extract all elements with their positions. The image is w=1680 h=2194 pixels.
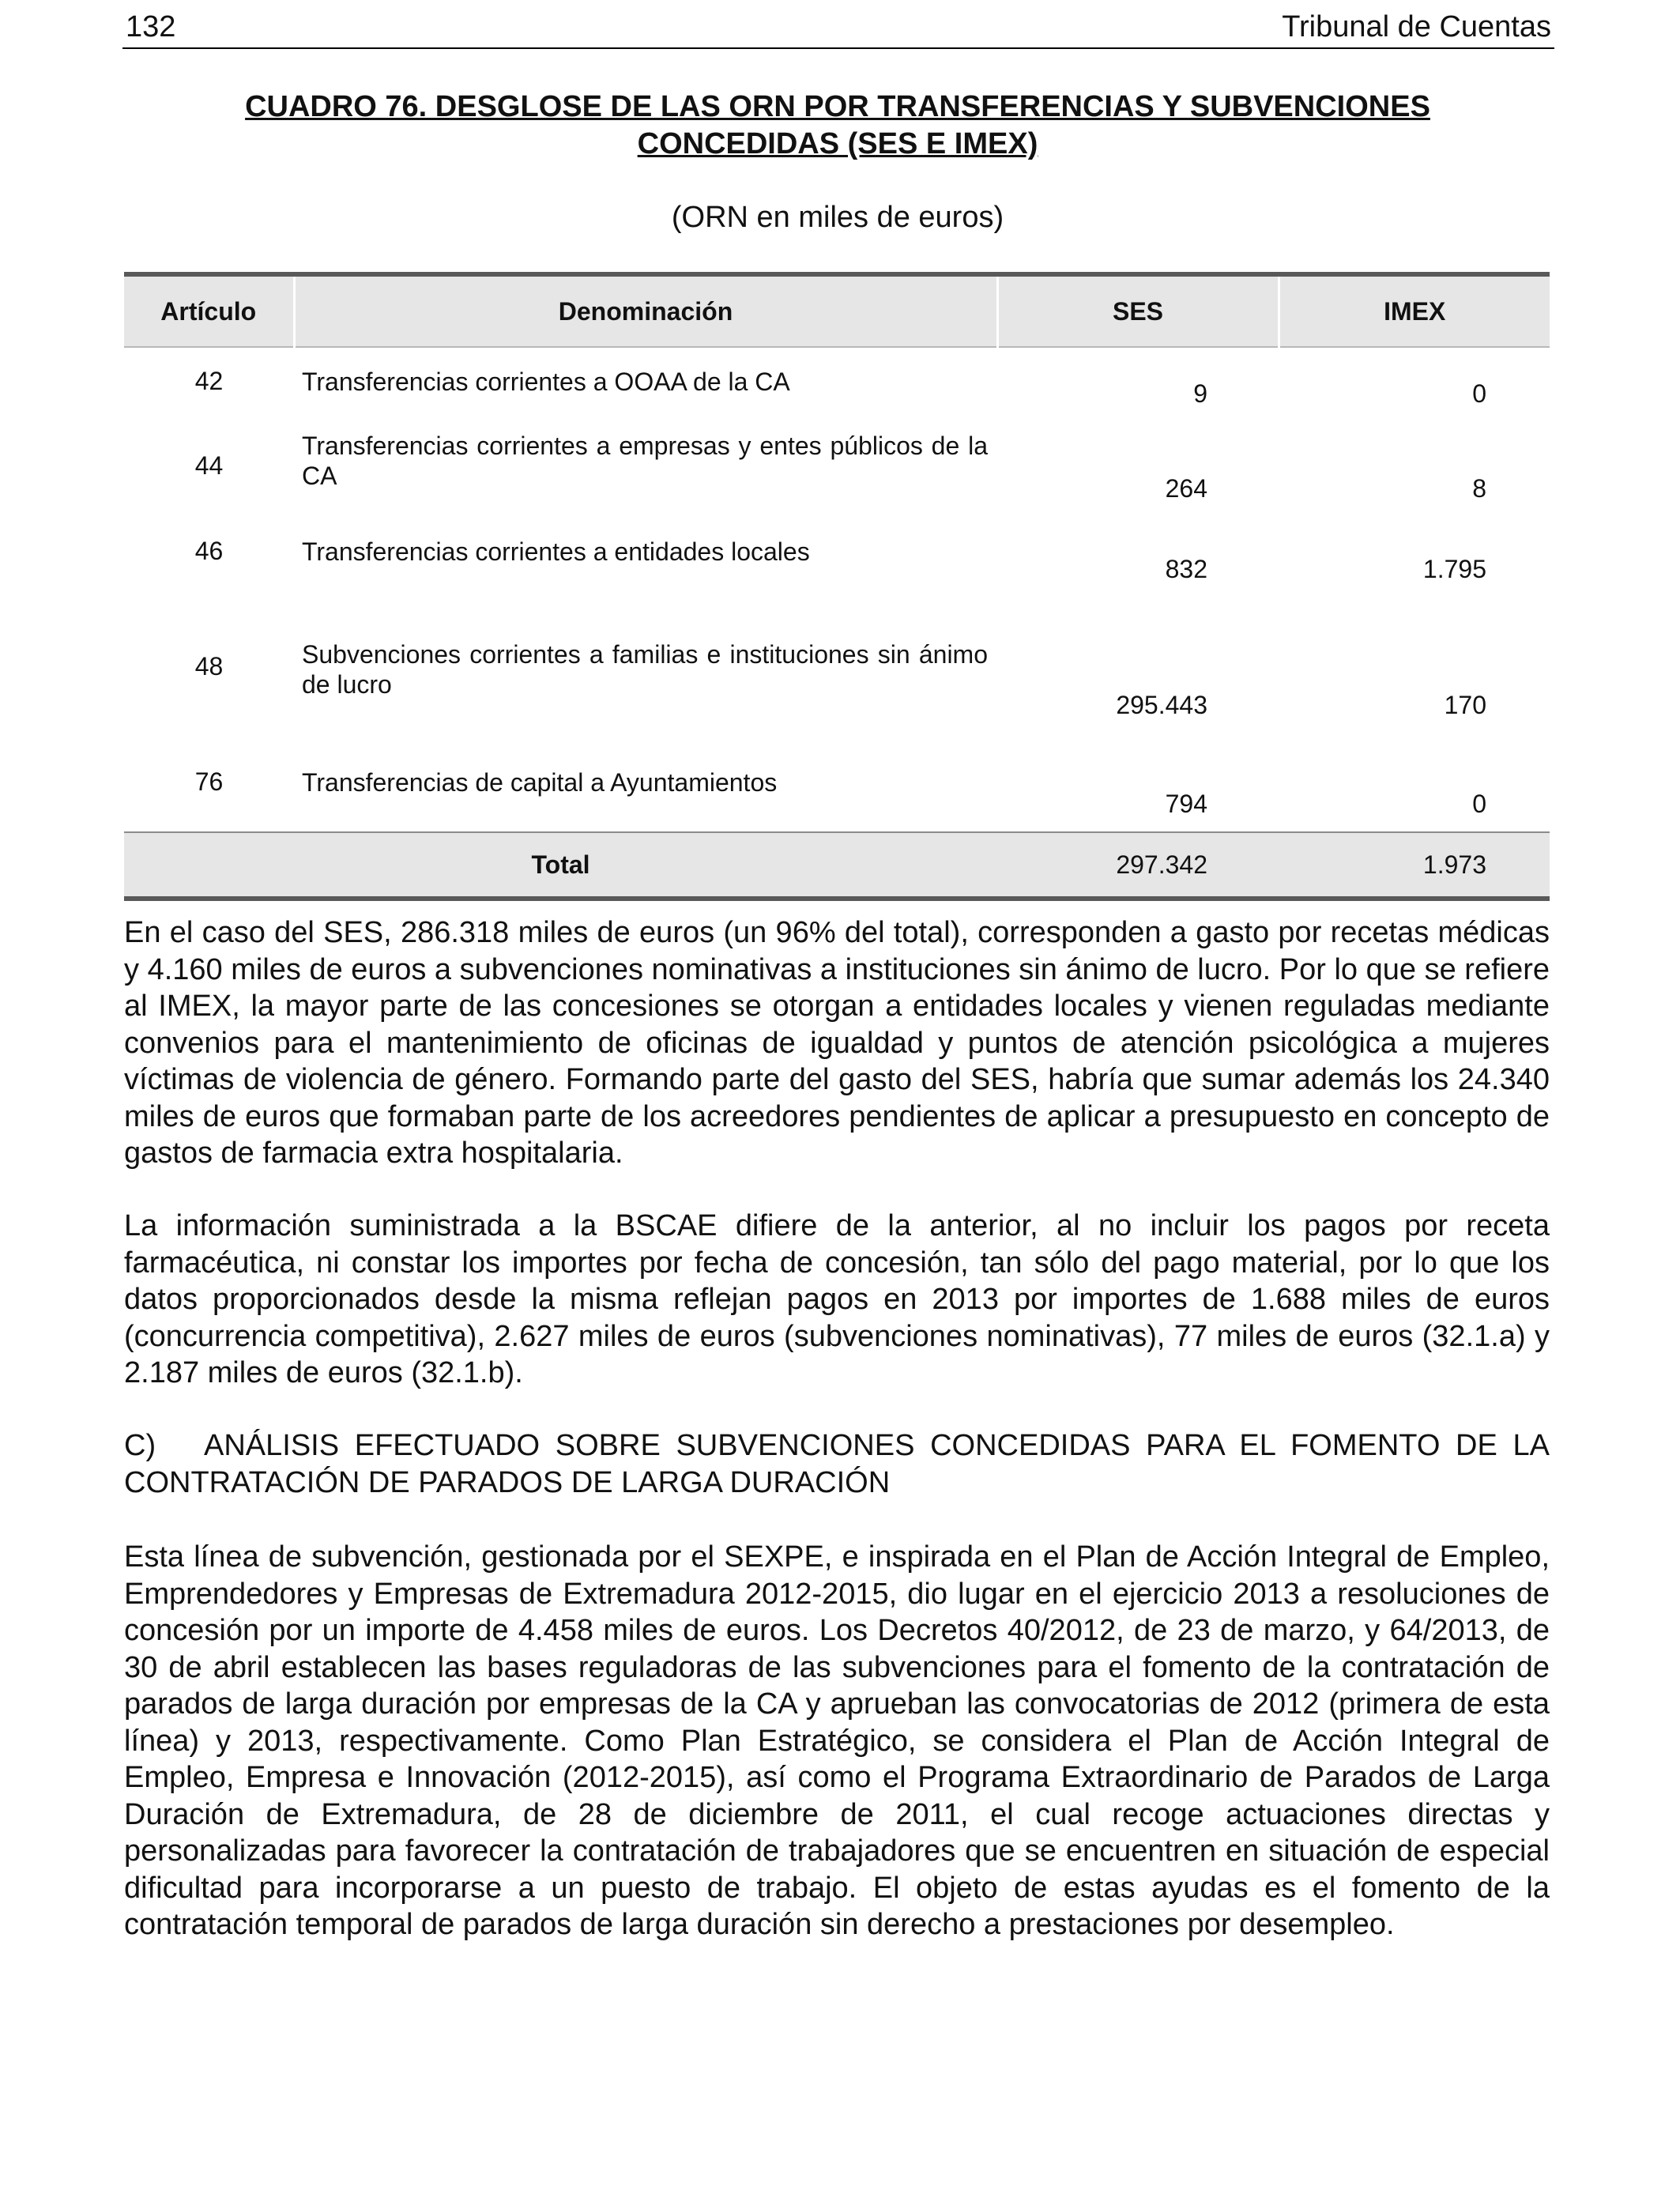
cell-ses: 264 <box>1165 474 1207 503</box>
cell-articulo: 42 <box>194 367 224 395</box>
column-header-ses: SES <box>997 274 1279 347</box>
section-title: ANÁLISIS EFECTUADO SOBRE SUBVENCIONES CONCEDIDAS PARA EL FOMENTO DE LA CONTRATACIÓN DE PARADOS DE LARGA DURACIÓN <box>124 1429 1550 1499</box>
cell-denominacion: Transferencias de capital a Ayuntamientos <box>302 768 778 797</box>
cell-imex: 0 <box>1472 790 1486 818</box>
cell-ses: 9 <box>1193 379 1207 408</box>
header-organization: Tribunal de Cuentas <box>1282 10 1551 43</box>
table-header-row <box>124 274 1550 347</box>
table-row <box>124 760 1550 832</box>
total-ses: 297.342 <box>1116 850 1207 879</box>
cell-ses: 295.443 <box>1116 691 1207 719</box>
cell-denominacion: Transferencias corrientes a OOAA de la CA <box>302 368 790 396</box>
table-row <box>124 521 1550 606</box>
cell-articulo: 48 <box>194 652 224 680</box>
cell-imex: 8 <box>1472 474 1486 503</box>
page-header <box>122 6 1554 49</box>
table-title-line1: CUADRO 76. DESGLOSE DE LAS ORN POR TRANSFERENCIAS Y SUBVENCIONES <box>245 90 1430 123</box>
cell-articulo: 44 <box>194 451 224 480</box>
column-header-denominacion: Denominación <box>294 274 997 347</box>
table-title-line2: CONCEDIDAS (SES E IMEX) <box>637 127 1038 160</box>
cell-articulo: 76 <box>194 767 224 796</box>
table-row <box>124 347 1550 423</box>
body-paragraph-1: En el caso del SES, 286.318 miles de euros (un 96% del total), corresponden a gasto por recetas médicas y 4.160 miles de euros a subvenciones nominativas a instituciones sin ánimo de lucro. Por lo que se refiere al IMEX, la mayor parte de las concesiones se otorgan a entidades locales y vienen reguladas mediante convenios para el mantenimiento de oficinas de igualdad y puntos de atención psicológica a mujeres víctimas de violencia de género. Formando parte del gasto del SES, habría que sumar además los 24.340 miles de euros que formaban parte de los acreedores pendientes de aplicar a presupuesto en concepto de gastos de farmacia extra hospitalaria. <box>124 916 1550 1170</box>
body-paragraph-3: Esta línea de subvención, gestionada por el SEXPE, e inspirada en el Plan de Acción Integral de Empleo, Emprendedores y Empresas de Extremadura 2012-2015, dio lugar en el ejercicio 2013 a resoluciones de concesión por un importe de 4.458 miles de euros. Los Decretos 40/2012, de 23 de marzo, y 64/2013, de 30 de abril establecen las bases reguladoras de las subvenciones para el fomento de la contratación de parados de larga duración por empresas de la CA y aprueban las convocatorias de 2012 (primera de esta línea) y 2013, respectivamente. Como Plan Estratégico, se considera el Plan de Acción Integral de Empleo, Empresa e Innovación (2012-2015), así como el Programa Extraordinario de Parados de Larga Duración de Extremadura, de 28 de diciembre de 2011, el cual recoge actuaciones directas y personalizadas para favorecer la contratación de trabajadores que se encuentren en situación de especial dificultad para incorporarse a un puesto de trabajo. El objeto de estas ayudas es el fomento de la contratación temporal de parados de larga duración sin derecho a prestaciones por desempleo. <box>124 1540 1550 1941</box>
cell-denominacion: Subvenciones corrientes a familias e instituciones sin ánimo de lucro <box>302 640 988 699</box>
table-row <box>124 423 1550 521</box>
cell-imex: 0 <box>1472 379 1486 408</box>
cell-ses: 832 <box>1165 555 1207 583</box>
total-imex: 1.973 <box>1422 850 1486 879</box>
column-header-articulo: Artículo <box>124 274 294 347</box>
table-total-row <box>124 832 1550 899</box>
section-letter: C) <box>124 1429 156 1462</box>
cell-ses: 794 <box>1165 790 1207 818</box>
total-label: Total <box>531 850 590 879</box>
table-row <box>124 606 1550 760</box>
section-heading <box>124 1427 1550 1501</box>
cell-denominacion: Transferencias corrientes a empresas y entes públicos de la CA <box>302 432 988 490</box>
column-header-imex: IMEX <box>1279 274 1550 347</box>
table-title <box>126 89 1549 163</box>
orn-breakdown-table <box>124 272 1550 901</box>
cell-imex: 170 <box>1444 691 1486 719</box>
cell-articulo: 46 <box>194 537 224 565</box>
cell-imex: 1.795 <box>1422 555 1486 583</box>
cell-denominacion: Transferencias corrientes a entidades locales <box>302 537 810 566</box>
body-paragraph-2: La información suministrada a la BSCAE difiere de la anterior, al no incluir los pagos por receta farmacéutica, ni constar los importes por fecha de concesión, tan sólo del pago material, por lo que los datos proporcionados desde la misma reflejan pagos en 2013 por importes de 1.688 miles de euros (concurrencia competitiva), 2.627 miles de euros (subvenciones nominativas), 77 miles de euros (32.1.a) y 2.187 miles de euros (32.1.b). <box>124 1209 1550 1389</box>
page-number: 132 <box>126 10 176 43</box>
table-subtitle: (ORN en miles de euros) <box>671 201 1004 234</box>
